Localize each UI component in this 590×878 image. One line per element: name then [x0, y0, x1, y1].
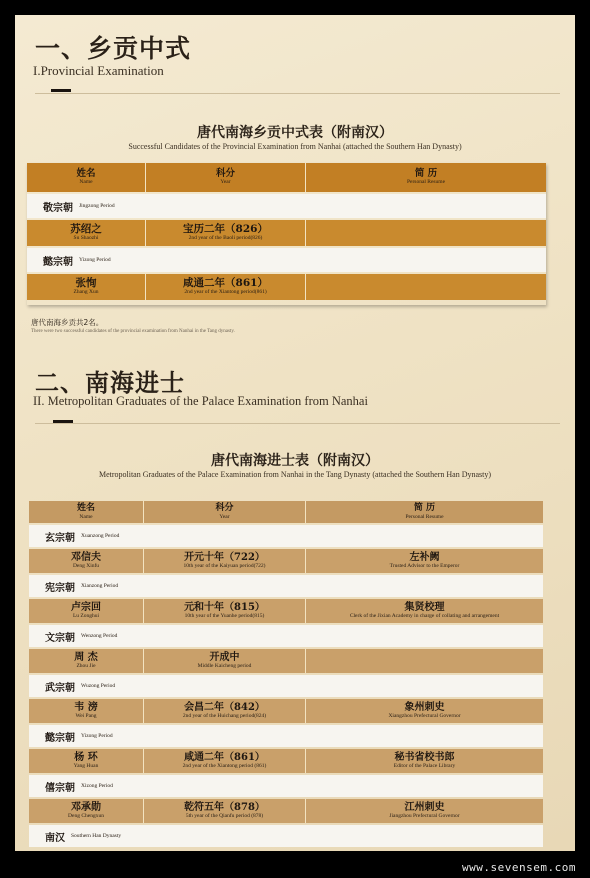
header-cell	[146, 163, 306, 192]
header-label-zh: 简 历	[414, 168, 438, 180]
era-name-en: Xuanzong Period	[81, 533, 120, 539]
name-en: Zhang Xun	[73, 289, 99, 296]
resume-cell	[306, 274, 546, 300]
resume-en: Jiangzhou Prefectural Governor	[389, 813, 460, 820]
resume-cell	[306, 799, 543, 823]
name-zh: 邓信夫	[71, 551, 101, 563]
name-cell	[29, 799, 144, 823]
name-en: Yang Huan	[73, 763, 99, 770]
resume-en: Clerk of the Jixian Academy in charge of collating and arrangement	[349, 613, 500, 620]
era-name-zh: 宪宗朝	[45, 582, 75, 594]
table-row	[29, 549, 543, 573]
year-zh: 乾符五年（878）	[184, 801, 265, 813]
era-row	[29, 825, 543, 847]
name-cell	[27, 274, 146, 300]
era-row	[29, 775, 543, 797]
era-name-zh: 武宗朝	[45, 682, 75, 694]
table-row	[29, 799, 543, 823]
era-name-zh: 懿宗朝	[43, 256, 73, 268]
era-name-en: Southern Han Dynasty	[71, 833, 122, 839]
year-zh: 开成中	[209, 651, 240, 663]
header-cell	[306, 501, 543, 523]
name-en: Su Shaozhi	[73, 235, 99, 242]
era-name-zh: 玄宗朝	[45, 532, 75, 544]
table-row	[29, 699, 543, 723]
resume-zh: 秘书省校书郎	[394, 751, 455, 763]
resume-zh: 象州刺史	[404, 701, 445, 713]
era-row	[29, 725, 543, 747]
section2-title-en: II. Metropolitan Graduates of the Palace Examination from Nanhai	[33, 394, 368, 408]
year-zh: 咸通二年（861）	[183, 277, 268, 290]
header-label-en: Name	[79, 513, 93, 520]
year-cell	[144, 599, 306, 623]
name-zh: 邓承勋	[71, 801, 101, 813]
name-zh: 苏绍之	[70, 223, 102, 236]
table-row	[29, 649, 543, 673]
era-row	[29, 525, 543, 547]
header-cell	[29, 501, 144, 523]
table-header-row	[27, 163, 546, 192]
year-en: 10th year of the Yuanhe period(815)	[184, 613, 265, 620]
name-cell	[29, 599, 144, 623]
year-zh: 开元十年（722）	[184, 551, 265, 563]
section1-mark	[51, 89, 71, 92]
year-zh: 元和十年（815）	[184, 601, 265, 613]
era-row	[27, 194, 546, 218]
name-cell	[27, 220, 146, 246]
year-en: 5th year of the Qianfu period (878)	[185, 813, 264, 820]
year-zh: 咸通二年（861）	[184, 751, 265, 763]
name-zh: 张恂	[75, 277, 97, 290]
year-zh: 会昌二年（842）	[184, 701, 265, 713]
name-zh: 韦 滂	[74, 701, 98, 713]
table-row	[29, 599, 543, 623]
resume-zh: 江州刺史	[404, 801, 445, 813]
table1-note-zh: 唐代南海乡贡共2名。	[31, 318, 104, 327]
header-label-zh: 姓名	[76, 168, 96, 180]
resume-zh: 集贤校理	[404, 601, 445, 613]
year-en: 2nd year of the Xiantong period (861)	[182, 763, 267, 770]
name-cell	[29, 699, 144, 723]
header-label-en: Year	[219, 513, 230, 520]
name-en: Lu Zonghui	[72, 613, 100, 620]
year-cell	[144, 699, 306, 723]
year-cell	[144, 749, 306, 773]
table2-title-zh: 唐代南海进士表（附南汉）	[211, 453, 379, 469]
era-name-en: Xizong Period	[81, 783, 113, 789]
header-label-en: Year	[220, 179, 231, 186]
table-header-row	[29, 501, 543, 523]
era-name-zh: 文宗朝	[45, 632, 75, 644]
header-label-en: Name	[79, 179, 93, 186]
table1	[27, 163, 546, 305]
year-en: 2nd year of the Huichang period(824)	[182, 713, 267, 720]
year-cell	[144, 549, 306, 573]
header-label-zh: 科分	[215, 503, 234, 514]
section1-title-zh: 一、乡贡中式	[35, 34, 192, 63]
header-label-zh: 科分	[215, 168, 235, 180]
year-cell	[144, 799, 306, 823]
era-name-zh: 敬宗朝	[43, 202, 73, 214]
resume-en: Trusted Advisor to the Emperor	[389, 563, 460, 570]
year-cell	[144, 649, 306, 673]
name-zh: 周 杰	[74, 651, 98, 663]
header-label-zh: 简 历	[413, 503, 436, 514]
era-name-zh: 懿宗朝	[45, 732, 75, 744]
table1-title-en: Successful Candidates of the Provincial Examination from Nanhai (attached the Southern Han Dynasty)	[128, 142, 462, 151]
resume-zh: 左补阙	[409, 551, 440, 563]
exhibit-wall	[15, 15, 575, 851]
table-row	[29, 749, 543, 773]
era-name-en: Xianzong Period	[81, 583, 119, 589]
section2-title-zh: 二、南海进士	[35, 368, 185, 397]
year-en: Middle Kaicheng period	[197, 663, 252, 670]
resume-cell	[306, 549, 543, 573]
header-cell	[27, 163, 146, 192]
name-en: Wei Pang	[75, 713, 97, 720]
table1-note-en: There were two successful candidates of the provincial examination from Nanhai in the Tang dynasty.	[31, 329, 235, 334]
section2-rule	[35, 423, 560, 424]
era-name-en: Jingzong Period	[79, 203, 115, 209]
watermark-text: www.sevensem.com	[462, 861, 576, 874]
name-zh: 杨 环	[74, 751, 98, 763]
year-en: 2nd year of the Baoli period(826)	[188, 235, 263, 242]
name-zh: 卢宗回	[71, 601, 101, 613]
resume-cell	[306, 599, 543, 623]
era-name-en: Wuzong Period	[81, 683, 116, 689]
header-label-en: Personal Resume	[405, 513, 444, 520]
header-label-en: Personal Resume	[406, 179, 446, 186]
section1-title-en: I.Provincial Examination	[33, 63, 164, 78]
name-cell	[29, 749, 144, 773]
table2-title-en: Metropolitan Graduates of the Palace Examination from Nanhai in the Tang Dynasty (attached the Southern Han Dynasty)	[98, 470, 492, 479]
header-label-zh: 姓名	[76, 503, 95, 514]
table-row	[27, 220, 546, 246]
table1-title-zh: 唐代南海乡贡中式表（附南汉）	[197, 125, 393, 141]
resume-en: Editor of the Palace Library	[393, 763, 456, 770]
era-row	[29, 575, 543, 597]
table2	[29, 501, 543, 851]
name-en: Deng Xinfu	[72, 563, 100, 570]
era-row	[29, 625, 543, 647]
header-cell	[144, 501, 306, 523]
year-cell	[146, 220, 306, 246]
name-en: Deng Chengxun	[68, 813, 104, 820]
resume-cell	[306, 749, 543, 773]
header-cell	[306, 163, 546, 192]
section2-mark	[53, 420, 73, 423]
name-cell	[29, 649, 144, 673]
resume-cell	[306, 220, 546, 246]
table-row	[27, 274, 546, 300]
era-name-en: Yizong Period	[79, 257, 111, 263]
section1-rule	[35, 93, 560, 94]
era-name-zh: 僖宗朝	[45, 782, 75, 794]
year-en: 2nd year of the Xiantong period(861)	[184, 289, 267, 296]
year-cell	[146, 274, 306, 300]
resume-cell	[306, 699, 543, 723]
era-row	[27, 248, 546, 272]
name-cell	[29, 549, 144, 573]
year-en: 10th year of the Kaiyuan period(722)	[183, 563, 266, 570]
era-name-zh: 南汉	[45, 832, 65, 844]
name-en: Zhou Jie	[76, 663, 96, 670]
era-row	[29, 675, 543, 697]
era-name-en: Yizong Period	[81, 733, 113, 739]
era-name-en: Wenzong Period	[81, 633, 118, 639]
resume-cell	[306, 649, 543, 673]
year-zh: 宝历二年（826）	[183, 223, 268, 236]
resume-en: Xiangzhou Prefectural Governor	[388, 713, 461, 720]
